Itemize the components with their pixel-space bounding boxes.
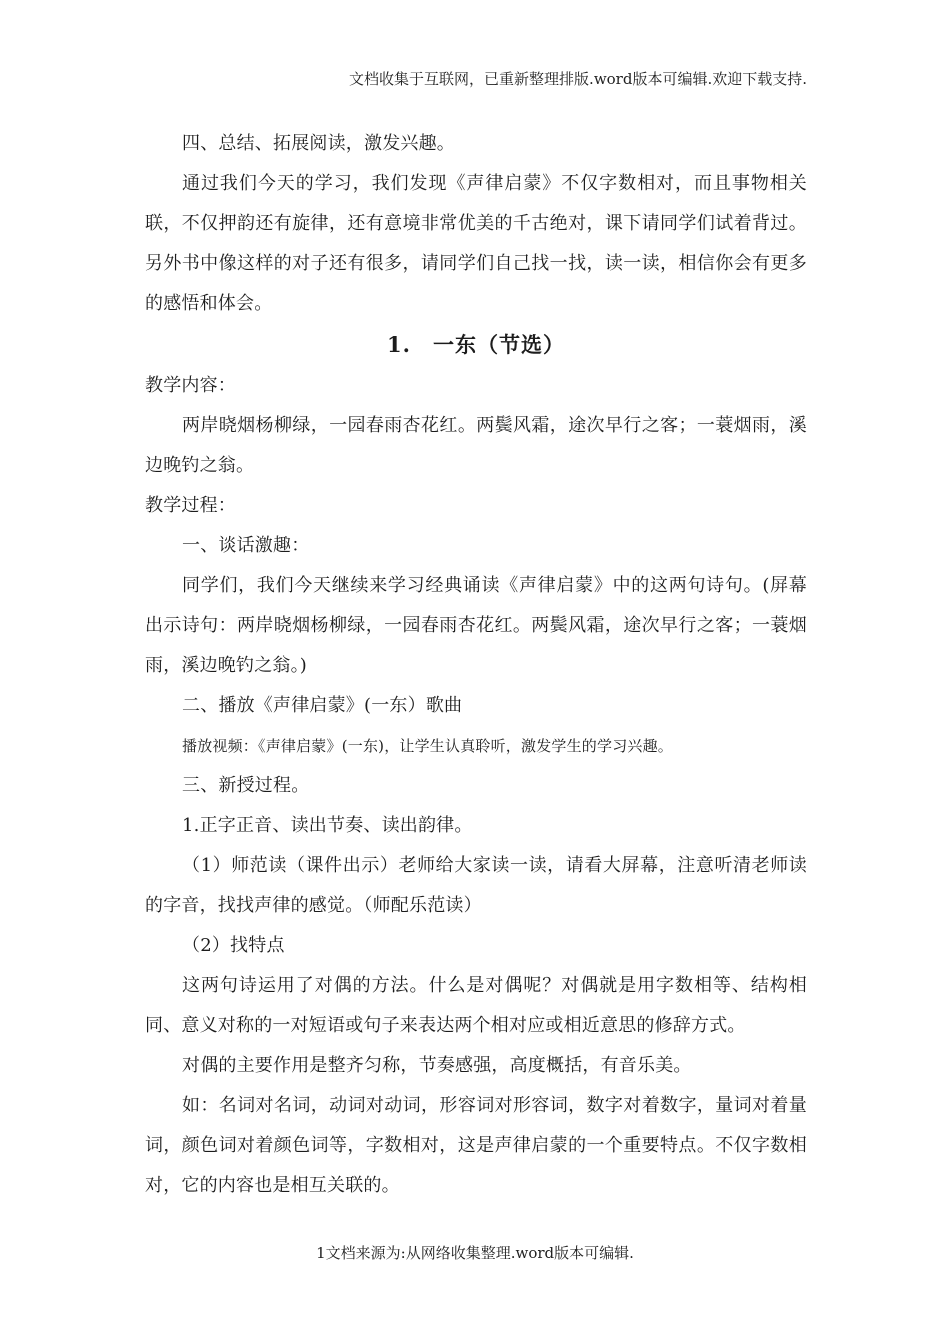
process-label: 教学过程： — [145, 495, 236, 516]
content-text: 两岸晓烟杨柳绿，一园春雨杏花红。两鬓风霜，途次早行之客；一蓑烟雨，溪边晚钓之翁。 — [145, 415, 807, 476]
document-body — [145, 124, 807, 1206]
step1-heading: 一、谈话激趣： — [182, 535, 310, 556]
step1-text: 同学们，我们今天继续来学习经典诵读《声律启蒙》中的这两句诗句。(屏幕出示诗句：两岸晓烟杨柳绿，一园春雨杏花红。两鬓风霜，途次早行之客；一蓑烟雨，溪边晚钓之翁。) — [145, 575, 807, 676]
section4-paragraph: 通过我们今天的学习，我们发现《声律启蒙》不仅字数相对，而且事物相关联，不仅押韵还有旋律，还有意境非常优美的千古绝对，课下请同学们试着背过。另外书中像这样的对子还有很多，请同学们自己找一找，读一读，相信你会有更多的感悟和体会。 — [145, 173, 807, 314]
page-footer: 1文档来源为:从网络收集整理.word版本可编辑. — [316, 1244, 634, 1262]
step2-text: 播放视频：《声律启蒙》(一东)，让学生认真聆听，激发学生的学习兴趣。 — [182, 737, 674, 755]
step3-heading: 三、新授过程。 — [182, 775, 310, 796]
paragraph-example: 如：名词对名词，动词对动词，形容词对形容词，数字对着数字，量词对着量词，颜色词对着颜色词等，字数相对，这是声律启蒙的一个重要特点。不仅字数相对，它的内容也是相互关联的。 — [145, 1095, 807, 1196]
content-label: 教学内容： — [145, 375, 236, 396]
step3-sub1: 1.正字正音、读出节奏、读出韵律。 — [182, 815, 473, 836]
paragraph-effect: 对偶的主要作用是整齐匀称，节奏感强，高度概括，有音乐美。 — [182, 1055, 692, 1076]
lesson-title: 1. 一东（节选） — [387, 332, 565, 357]
section4-heading: 四、总结、拓展阅读，激发兴趣。 — [182, 133, 455, 154]
step2-heading: 二、播放《声律启蒙》(一东）歌曲 — [182, 695, 463, 716]
step3-sub1-b: （2）找特点 — [182, 935, 285, 956]
page-header: 文档收集于互联网，已重新整理排版.word版本可编辑.欢迎下载支持. — [349, 70, 807, 88]
paragraph-duiou: 这两句诗运用了对偶的方法。什么是对偶呢？对偶就是用字数相等、结构相同、意义对称的一对短语或句子来表达两个相对应或相近意思的修辞方式。 — [145, 975, 807, 1036]
step3-sub1-a: （1）师范读（课件出示）老师给大家读一读，请看大屏幕，注意听清老师读的字音，找找声律的感觉。（师配乐范读） — [145, 855, 807, 916]
